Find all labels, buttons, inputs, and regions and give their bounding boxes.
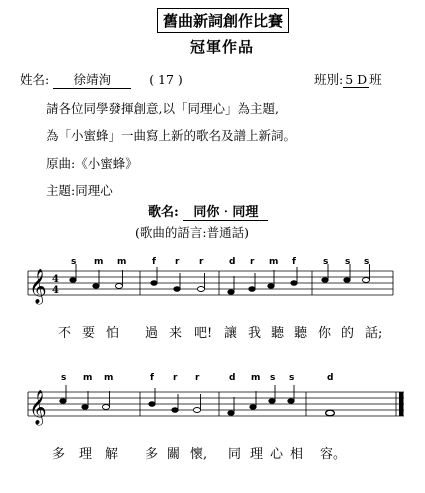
song-title: 同你‧同理: [183, 201, 268, 221]
lyric-char: 相: [290, 447, 304, 462]
solfa-note: r: [173, 373, 178, 383]
solfa-note: m: [104, 373, 114, 383]
solfa-note: f: [150, 373, 154, 383]
lyric-char: 同: [228, 447, 242, 462]
solfa-note: d: [229, 257, 236, 267]
lyric-char: 聽: [271, 326, 285, 341]
lyric-char: 關: [167, 447, 181, 462]
solfa-note: s: [364, 257, 370, 267]
lyric-char: 不: [58, 326, 72, 341]
lyric-char: 解: [105, 447, 119, 462]
lyric-char: 理: [79, 447, 93, 462]
treble-clef-icon: 𝄞: [29, 390, 47, 425]
solfa-note: m: [251, 373, 261, 383]
award-subtitle: 冠軍作品: [190, 38, 255, 56]
lyric-char: 我: [248, 326, 262, 341]
theme-value: 同理心: [75, 183, 113, 198]
solfa-note: s: [61, 373, 67, 383]
staff-2: [28, 392, 404, 416]
solfa-note: r: [175, 257, 180, 267]
lyric-char: 你: [318, 326, 332, 341]
lyric-char: 理: [250, 447, 264, 462]
svg-text:4: 4: [52, 285, 59, 296]
song-label: 歌名:: [148, 205, 179, 220]
lyric-char: 多: [52, 447, 66, 462]
lyric-char: 怕: [106, 326, 120, 341]
class-suffix: 班: [369, 72, 382, 87]
final-barline: [399, 392, 404, 416]
solfa-note: s: [345, 257, 351, 267]
lyric-char: 懷,: [190, 447, 208, 462]
solfa-note: m: [269, 257, 279, 267]
solfa-note: m: [94, 257, 104, 267]
solfa-note: f: [292, 257, 296, 267]
song-language-note: (歌曲的語言:普通話): [135, 225, 249, 240]
solfa-note: m: [83, 373, 93, 383]
solfa-note: d: [327, 373, 334, 383]
solfa-note: d: [229, 373, 236, 383]
contest-title: 舊曲新詞創作比賽: [157, 8, 289, 33]
intro-line-2: 為「小蜜蜂」一曲寫上新的歌名及譜上新詞。: [46, 128, 297, 143]
lyric-char: 容。: [320, 447, 347, 462]
lyric-char: 吧!: [194, 326, 213, 341]
lyric-char: 過: [145, 326, 159, 341]
solfa-note: s: [323, 257, 329, 267]
lyric-char: 来: [169, 326, 183, 341]
student-name: 徐靖洵: [53, 70, 131, 89]
intro-line-1: 請各位同學發揮創意,以「同理心」為主題,: [46, 101, 279, 116]
solfa-note: s: [71, 257, 77, 267]
solfa-note: s: [270, 373, 276, 383]
staff-1: [28, 271, 393, 295]
svg-text:4: 4: [52, 274, 59, 285]
lyric-char: 聽: [294, 326, 308, 341]
solfa-note: f: [152, 257, 156, 267]
original-value: 《小蜜蜂》: [75, 156, 138, 171]
treble-clef-icon: 𝄞: [29, 269, 47, 304]
name-label: 姓名:: [20, 72, 50, 87]
lyric-char: 多: [145, 447, 159, 462]
lyric-char: 的: [341, 326, 355, 341]
staff-2-notes: [60, 385, 335, 416]
solfa-note: s: [289, 373, 295, 383]
original-label: 原曲:: [46, 156, 76, 171]
student-number: ( 17 ): [149, 72, 183, 87]
lyric-char: 讓: [224, 326, 238, 341]
staff-1-notes: [70, 264, 370, 294]
lyric-char: 心: [270, 447, 284, 462]
solfa-note: r: [195, 373, 200, 383]
solfa-note: r: [199, 257, 204, 267]
class-label: 班別:: [314, 72, 344, 87]
solfa-note: r: [250, 257, 255, 267]
lyric-char: 話;: [365, 326, 383, 341]
solfa-note: m: [117, 257, 127, 267]
theme-label: 主題:: [46, 183, 76, 198]
class-value: 5 D: [345, 72, 368, 87]
lyric-char: 要: [82, 326, 96, 341]
